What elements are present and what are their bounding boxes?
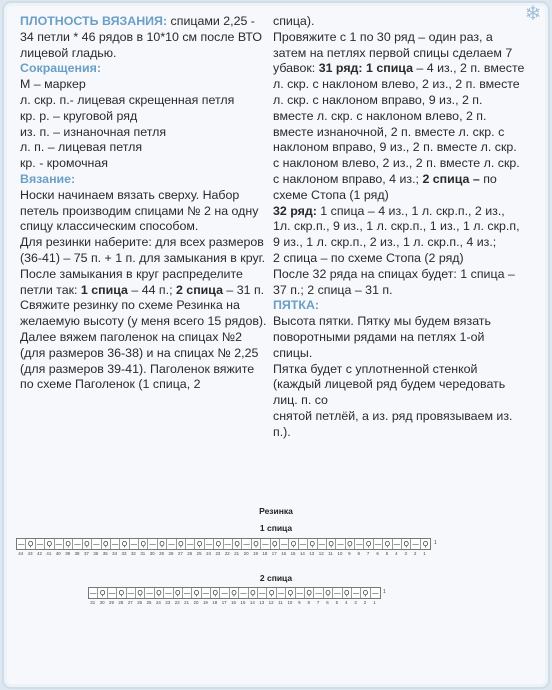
stitch-number: 34 — [112, 551, 118, 556]
stitch-number: 15 — [240, 600, 246, 605]
section-heading: ПЯТКА: — [273, 298, 320, 313]
stitch-cell: — — [149, 540, 157, 548]
stitch-cell: — — [202, 589, 210, 597]
stitch-number: 16 — [231, 600, 236, 605]
stitch-cell: — — [352, 589, 360, 597]
stitch-cell: — — [36, 540, 44, 548]
text-paragraph: Пятка будет с уплотненной стенкой (каждый лицевой ряд будем чередовать лиц. п. со — [273, 361, 506, 408]
stitch-number: 11 — [278, 600, 283, 605]
text-paragraph: 32 ряд: 1 спица – 4 из., 1 л. скр.п., 2 из., 1л. скр.п., 9 из., 1 л. скр.п., 1 из., 1 л. скр.п, 9 из., 1 л. скр.п., 2 из., 1 л. скр.п., 4 из.; — [273, 203, 520, 250]
stitch-cell: — — [318, 540, 326, 548]
stitch-cell: Ϙ — [422, 540, 429, 548]
stitch-cell: — — [221, 589, 229, 597]
stitch-cell: Ϙ — [383, 539, 392, 549]
stitch-number: 30 — [99, 600, 105, 605]
stitch-cell: Ϙ — [174, 588, 183, 598]
stitch-number: 13 — [259, 600, 265, 605]
needle1-label: 1 спица — [259, 523, 293, 533]
needle2-stitch-numbers — [88, 600, 379, 605]
stitch-cell: Ϙ — [26, 539, 35, 549]
stitch-number: 9 — [298, 600, 301, 605]
row-number: 1 — [434, 540, 437, 546]
stitch-cell: Ϙ — [233, 539, 242, 549]
stitch-number: 30 — [149, 551, 155, 556]
stitch-number: 23 — [165, 600, 171, 605]
stitch-cell: Ϙ — [346, 539, 355, 549]
stitch-number: 37 — [83, 551, 89, 556]
stitch-number: 5 — [335, 600, 339, 605]
stitch-cell: — — [258, 589, 266, 597]
stitch-cell: — — [74, 540, 82, 548]
stitch-cell: Ϙ — [117, 588, 126, 598]
needle1-stitch-numbers — [16, 551, 429, 556]
needle2-grid — [88, 587, 381, 599]
stitch-cell: Ϙ — [252, 539, 261, 549]
stitch-number: 25 — [196, 551, 202, 556]
stitch-cell: — — [299, 540, 307, 548]
stitch-cell: — — [164, 589, 172, 597]
stitch-number: 15 — [290, 551, 296, 556]
stitch-cell: Ϙ — [361, 588, 370, 598]
stitch-number: 22 — [174, 600, 180, 605]
stitch-number: 27 — [127, 600, 133, 605]
stitch-cell: — — [183, 589, 191, 597]
stitch-number: 9 — [348, 551, 351, 556]
stitch-cell: Ϙ — [305, 588, 314, 598]
stitch-cell: Ϙ — [267, 588, 276, 598]
stitch-number: 19 — [202, 600, 208, 605]
stitch-cell: — — [239, 589, 247, 597]
stitch-cell: Ϙ — [364, 539, 373, 549]
stitch-cell: — — [17, 540, 25, 548]
stitch-cell: — — [277, 589, 285, 597]
stitch-cell: — — [111, 540, 119, 548]
text-paragraph: Провяжите с 1 по 30 ряд – один раз, а затем на петлях первой спицы сделаем 7 убавок: 31 ряд: 1 спица – 4 из., 2 п. вместе л. скр. с наклоном влево, 2 из., 2 п. вместе л. скр. с наклоном вправо, 9 из., 2 п. вместе л. скр. с наклоном влево, 2 п. вместе изнаночной, 2 п. вместе л. скр. с наклоном вправо, 9 из., 2 п. вместе л. скр. с наклоном влево, 2 из., 2 п. вместе л. скр. с наклоном вправо, 4 из.; 2 спица – по схеме Стопа (1 ряд) — [273, 29, 525, 202]
stitch-cell: — — [108, 589, 116, 597]
stitch-number: 14 — [249, 600, 255, 605]
stitch-cell: — — [243, 540, 251, 548]
stitch-cell: — — [296, 589, 304, 597]
stitch-number: 4 — [395, 551, 398, 556]
stitch-cell: — — [127, 589, 135, 597]
stitch-cell: Ϙ — [343, 588, 352, 598]
stitch-cell: — — [355, 540, 363, 548]
stitch-cell: — — [333, 589, 341, 597]
stitch-number: 20 — [193, 600, 199, 605]
stitch-number: 18 — [212, 600, 218, 605]
stitch-cell: Ϙ — [120, 539, 129, 549]
stitch-cell: Ϙ — [211, 588, 220, 598]
stitch-cell: — — [92, 540, 100, 548]
stitch-number: 38 — [74, 551, 80, 556]
stitch-cell: Ϙ — [195, 539, 204, 549]
stitch-cell: — — [55, 540, 63, 548]
abbr-item: М – маркер — [20, 77, 86, 92]
stitch-cell: — — [393, 540, 401, 548]
stitch-cell: Ϙ — [289, 539, 298, 549]
stitch-number: 25 — [146, 600, 152, 605]
stitch-number: 32 — [130, 551, 136, 556]
stitch-number: 2 — [363, 600, 367, 605]
stitch-cell: — — [412, 540, 420, 548]
stitch-cell: — — [261, 540, 269, 548]
stitch-cell: Ϙ — [327, 539, 336, 549]
needle2-label: 2 спица — [259, 573, 293, 583]
stitch-number: 10 — [287, 600, 293, 605]
stitch-number: 4 — [345, 600, 348, 605]
stitch-cell: Ϙ — [64, 539, 73, 549]
stitch-cell: Ϙ — [271, 539, 280, 549]
stitch-number: 21 — [184, 600, 190, 605]
stitch-number: 26 — [187, 551, 193, 556]
stitch-cell: Ϙ — [139, 539, 148, 549]
stitch-number: 24 — [206, 551, 211, 556]
stitch-number: 8 — [357, 551, 360, 556]
text-paragraph: снятой петлёй, а из. ряд провязываем из. п.). — [273, 408, 513, 439]
text-line: спица). — [273, 14, 315, 28]
stitch-number: 7 — [366, 551, 370, 556]
stitch-number: 7 — [316, 600, 320, 605]
stitch-number: 31 — [140, 551, 146, 556]
text-line: 2 спица – по схеме Стопа (2 ряд) — [273, 250, 464, 265]
stitch-number: 26 — [137, 600, 143, 605]
stitch-cell: Ϙ — [155, 588, 164, 598]
stitch-number: 36 — [93, 551, 99, 556]
stitch-number: 12 — [268, 600, 274, 605]
stitch-cell: — — [315, 589, 323, 597]
stitch-number: 14 — [299, 551, 305, 556]
row-number: 1 — [383, 589, 386, 595]
stitch-cell: Ϙ — [83, 539, 92, 549]
text-paragraph: После 32 ряда на спицах будет: 1 спица – 37 п.; 2 спица – 31 п. — [273, 266, 515, 297]
stitch-number: 31 — [90, 600, 96, 605]
chart-title: Резинка — [259, 506, 293, 516]
stitch-number: 29 — [109, 600, 114, 605]
stitch-number: 6 — [326, 600, 329, 605]
text-paragraph: Высота пятки. Пятку мы будем вязать поворотными рядами на петлях 1-ой спицы. — [273, 314, 491, 360]
text-paragraph: После замыкания в круг распределите петли так: 1 спица – 44 п.; 2 спица – 31 п. — [20, 266, 265, 297]
stitch-cell: — — [186, 540, 194, 548]
stitch-cell: Ϙ — [136, 588, 145, 598]
stitch-number: 10 — [337, 551, 343, 556]
stitch-cell: Ϙ — [324, 588, 333, 598]
abbr-item: кр. р. – круговой ряд — [20, 108, 138, 123]
stitch-number: 3 — [354, 600, 357, 605]
stitch-number: 42 — [37, 551, 42, 556]
stitch-number: 1 — [373, 600, 376, 605]
stitch-cell: — — [167, 540, 175, 548]
stitch-number: 21 — [234, 551, 240, 556]
stitch-cell: — — [336, 540, 344, 548]
stitch-cell: Ϙ — [102, 539, 111, 549]
stitch-number: 17 — [221, 600, 227, 605]
text-line: лицевой гладью. — [20, 45, 117, 60]
stitch-number: 6 — [376, 551, 379, 556]
stitch-number: 22 — [224, 551, 230, 556]
rib-chart — [0, 498, 552, 618]
stitch-number: 35 — [102, 551, 108, 556]
stitch-cell: — — [146, 589, 154, 597]
density-paragraph: ПЛОТНОСТЬ ВЯЗАНИЯ: спицами 2,25 - 34 петли * 46 рядов в 10*10 см после ВТО — [20, 14, 262, 44]
stitch-number: 40 — [55, 551, 61, 556]
stitch-cell: — — [280, 540, 288, 548]
text-paragraph: Для резинки наберите: для всех размеров (36-41) – 75 п. + 1 п. для замыкания в круг. — [20, 235, 266, 265]
abbr-item: из. п. – изнаночная петля — [20, 124, 167, 139]
stitch-cell: — — [374, 540, 382, 548]
stitch-number: 43 — [27, 551, 33, 556]
stitch-number: 3 — [404, 551, 407, 556]
text-paragraph: Далее вяжем паголенок на спицах №2 (для размеров 36-38) и на спицах № 2,25 (для размеров 39-41). Паголенок вяжите по схеме Паголенок (1 спица, 2 — [20, 329, 259, 392]
abbr-item: л. скр. п.- лицевая скрещенная петля — [20, 92, 235, 107]
stitch-number: 28 — [168, 551, 174, 556]
stitch-number: 11 — [328, 551, 333, 556]
stitch-number: 8 — [307, 600, 310, 605]
section-heading: Сокращения: — [20, 61, 101, 76]
stitch-number: 33 — [121, 551, 127, 556]
stitch-cell: Ϙ — [230, 588, 239, 598]
stitch-number: 18 — [262, 551, 268, 556]
stitch-number: 13 — [309, 551, 315, 556]
stitch-cell: Ϙ — [177, 539, 186, 549]
stitch-number: 12 — [318, 551, 324, 556]
needle1-grid — [16, 538, 431, 550]
section-heading: Вязание: — [20, 171, 76, 186]
stitch-cell: Ϙ — [45, 539, 54, 549]
stitch-number: 2 — [413, 551, 417, 556]
left-column — [20, 14, 268, 393]
snowflake-icon: ❄ — [524, 3, 542, 25]
stitch-number: 44 — [18, 551, 24, 556]
stitch-cell: — — [130, 540, 138, 548]
text-paragraph: Свяжите резинку по схеме Резинка на желаемую высоту (у меня всего 15 рядов). — [20, 298, 267, 329]
stitch-number: 16 — [281, 551, 287, 556]
stitch-number: 20 — [243, 551, 249, 556]
stitch-number: 5 — [385, 551, 389, 556]
stitch-cell: Ϙ — [192, 588, 201, 598]
stitch-cell: Ϙ — [249, 588, 258, 598]
stitch-number: 23 — [215, 551, 221, 556]
stitch-cell: — — [224, 540, 232, 548]
stitch-number: 17 — [271, 551, 277, 556]
stitch-cell: — — [89, 589, 97, 597]
stitch-cell: Ϙ — [158, 539, 167, 549]
text-paragraph: Носки начинаем вязать сверху. Набор петель производим спицами № 2 на одну спицу классическим способом. — [20, 187, 259, 234]
stitch-number: 39 — [65, 551, 71, 556]
stitch-number: 29 — [159, 551, 164, 556]
right-column — [273, 14, 525, 441]
stitch-cell: Ϙ — [286, 588, 295, 598]
stitch-number: 27 — [177, 551, 183, 556]
stitch-number: 24 — [155, 600, 161, 605]
stitch-cell: Ϙ — [308, 539, 317, 549]
stitch-number: 41 — [46, 551, 52, 556]
stitch-cell: — — [205, 540, 213, 548]
stitch-cell: Ϙ — [402, 539, 411, 549]
stitch-cell: Ϙ — [98, 588, 107, 598]
stitch-cell: — — [371, 589, 379, 597]
stitch-number: 1 — [423, 551, 426, 556]
stitch-cell: Ϙ — [214, 539, 223, 549]
abbr-item: кр. - кромочная — [20, 156, 109, 171]
stitch-number: 28 — [118, 600, 124, 605]
abbr-item: л. п. – лицевая петля — [20, 140, 143, 155]
stitch-number: 19 — [253, 551, 258, 556]
